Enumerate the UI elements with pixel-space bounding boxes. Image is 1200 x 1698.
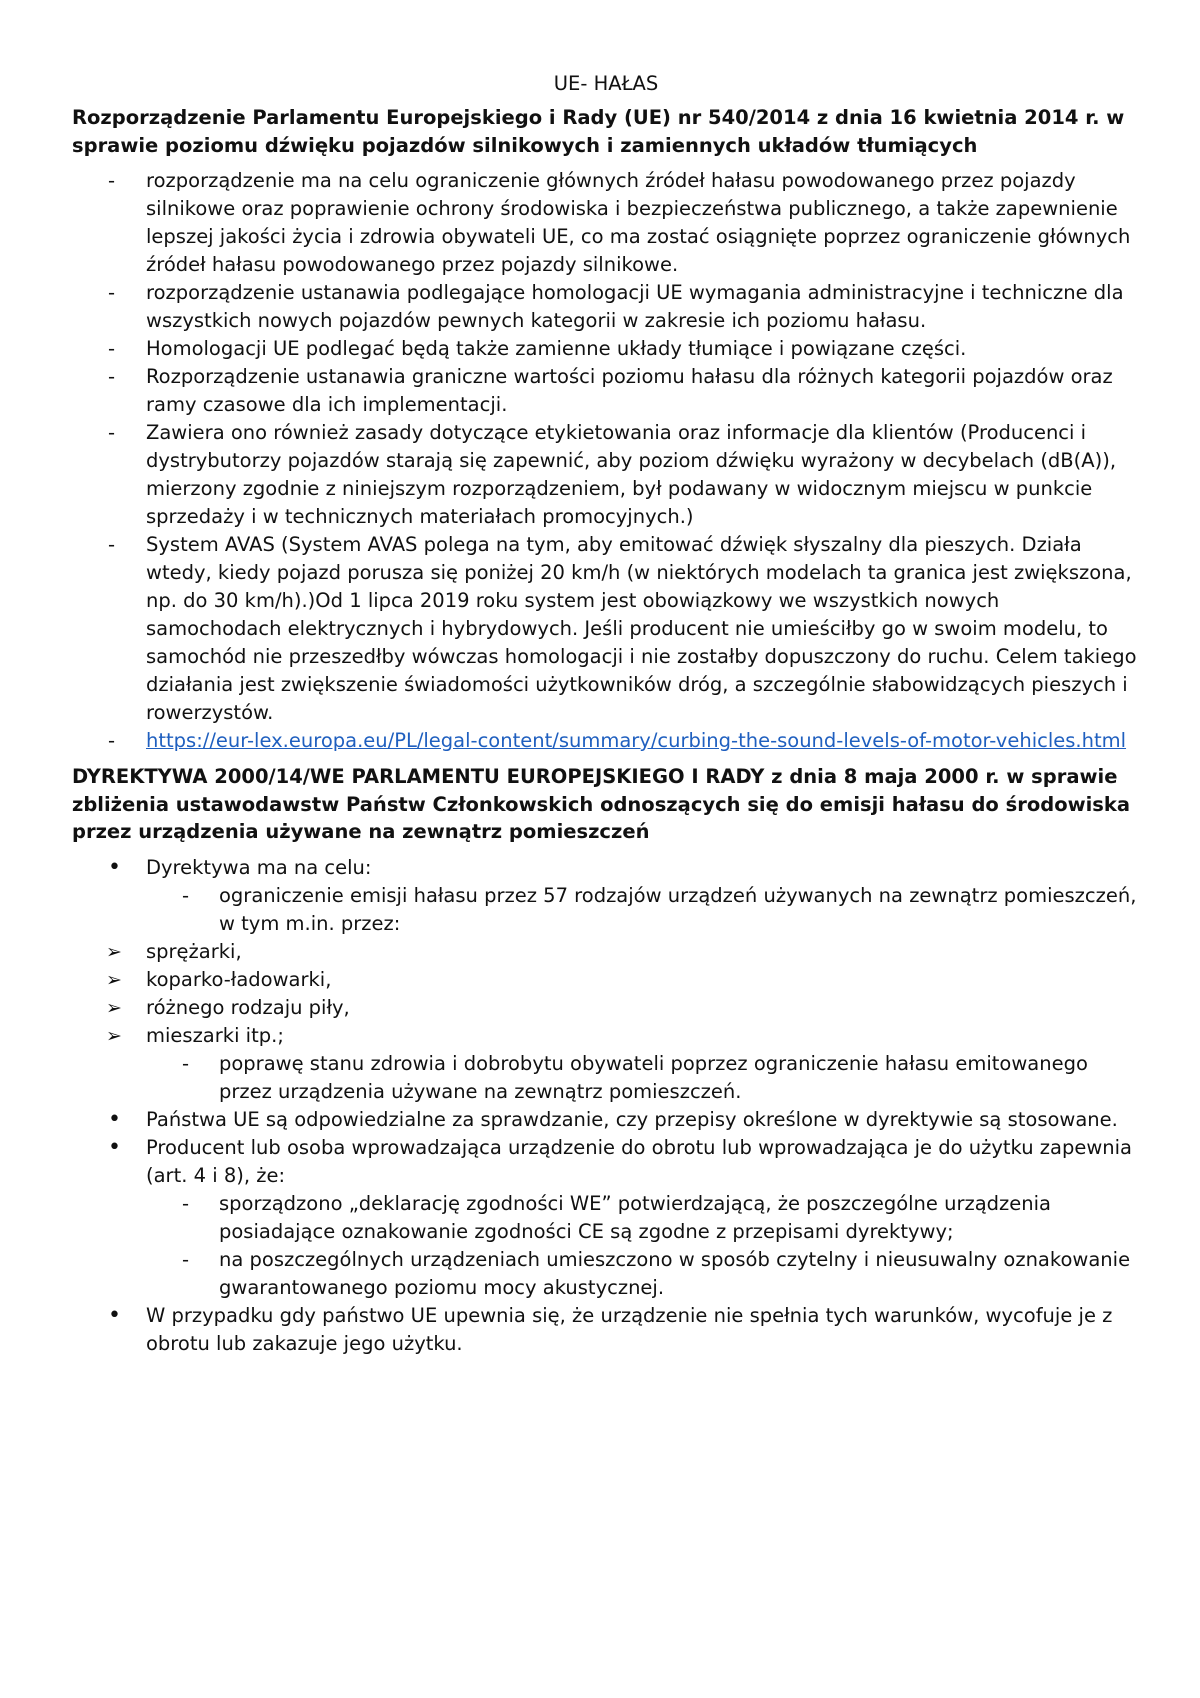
list-item: - Rozporządzenie ustanawia graniczne wartości poziomu hałasu dla różnych kategorii pojazdów oraz ramy czasowe dla ich implementacji. xyxy=(72,363,1140,419)
section2-list xyxy=(72,854,1140,882)
page-title: UE- HAŁAS xyxy=(553,72,659,95)
eur-lex-link[interactable]: https://eur-lex.europa.eu/PL/legal-content/summary/curbing-the-sound-levels-of-motor-vehicles.html xyxy=(146,729,1127,752)
device-item: ➢ mieszarki itp.; xyxy=(72,1022,1140,1050)
list-item: - ograniczenie emisji hałasu przez 57 rodzajów urządzeń używanych na zewnątrz pomieszczeń, w tym m.in. przez: xyxy=(72,882,1140,938)
section1-list xyxy=(72,167,1140,755)
aim-sublist-1 xyxy=(72,882,1140,938)
section2-heading: DYREKTYWA 2000/14/WE PARLAMENTU EUROPEJSKIEGO I RADY z dnia 8 maja 2000 r. w sprawie zbliżenia ustawodawstw Państw Członkowskich odnoszących się do emisji hałasu do środowiska przez urządzenia używane na zewnątrz pomieszczeń xyxy=(72,765,1131,843)
list-item: - poprawę stanu zdrowia i dobrobytu obywateli poprzez ograniczenie hałasu emitowanego przez urządzenia używane na zewnątrz pomieszczeń. xyxy=(72,1050,1140,1106)
list-item: - na poszczególnych urządzeniach umieszczono w sposób czytelny i nieusuwalny oznakowanie gwarantowanego poziomu mocy akustycznej. xyxy=(72,1246,1140,1302)
device-item: ➢ różnego rodzaju piły, xyxy=(72,994,1140,1022)
list-item: • Producent lub osoba wprowadzająca urządzenie do obrotu lub wprowadzająca je do użytku zapewnia (art. 4 i 8), że: xyxy=(72,1134,1140,1190)
section2-points xyxy=(72,1106,1140,1190)
device-item: ➢ koparko-ładowarki, xyxy=(72,966,1140,994)
list-item: - Homologacji UE podlegać będą także zamienne układy tłumiące i powiązane części. xyxy=(72,335,1140,363)
point3-sublist xyxy=(72,1190,1140,1302)
list-item: - rozporządzenie ma na celu ograniczenie głównych źródeł hałasu powodowanego przez pojazdy silnikowe oraz poprawienie ochrony środowiska i bezpieczeństwa publicznego, a także zapewnienie lepszej jakości życia i zdrowia obywateli UE, co ma zostać osiągnięte poprzez ograniczenie głównych źródeł hałasu powodowanego przez pojazdy silnikowe. xyxy=(72,167,1140,279)
device-item: ➢ sprężarki, xyxy=(72,938,1140,966)
list-item: - Zawiera ono również zasady dotyczące etykietowania oraz informacje dla klientów (Producenci i dystrybutorzy pojazdów starają się zapewnić, aby poziom dźwięku wyrażony w decybelach (dB(A)), mierzony zgodnie z niniejszym rozporządzeniem, był podawany w widocznym miejscu w punkcie sprzedaży i w technicznych materiałach promocyjnych.) xyxy=(72,419,1140,531)
list-item: • W przypadku gdy państwo UE upewnia się, że urządzenie nie spełnia tych warunków, wycofuje je z obrotu lub zakazuje jego użytku. xyxy=(72,1302,1140,1358)
section2-final xyxy=(72,1302,1140,1358)
list-item: • Państwa UE są odpowiedzialne za sprawdzanie, czy przepisy określone w dyrektywie są stosowane. xyxy=(72,1106,1140,1134)
list-item xyxy=(72,854,1140,882)
aim-label: Dyrektywa ma na celu: xyxy=(146,855,372,879)
section1-heading: Rozporządzenie Parlamentu Europejskiego i Rady (UE) nr 540/2014 z dnia 16 kwietnia 2014 r. w sprawie poziomu dźwięku pojazdów silnikowych i zamiennych układów tłumiących xyxy=(72,106,1125,157)
list-item-link xyxy=(72,727,1140,755)
list-item: - sporządzono „deklarację zgodności WE” potwierdzającą, że poszczególne urządzenia posiadające oznakowanie zgodności CE są zgodne z przepisami dyrektywy; xyxy=(72,1190,1140,1246)
list-item: - System AVAS (System AVAS polega na tym, aby emitować dźwięk słyszalny dla pieszych. Działa wtedy, kiedy pojazd porusza się poniżej 20 km/h (w niektórych modelach ta granica jest zwiększona, np. do 30 km/h).)Od 1 lipca 2019 roku system jest obowiązkowy we wszystkich nowych samochodach elektrycznych i hybrydowych. Jeśli producent nie umieściłby go w swoim modelu, to samochód nie przeszedłby wówczas homologacji i nie zostałby dopuszczony do ruchu. Celem takiego działania jest zwiększenie świadomości użytkowników dróg, a szczególnie słabowidzących pieszych i rowerzystów. xyxy=(72,531,1140,727)
aim-sublist-2 xyxy=(72,1050,1140,1106)
list-item: - rozporządzenie ustanawia podlegające homologacji UE wymagania administracyjne i techniczne dla wszystkich nowych pojazdów pewnych kategorii w zakresie ich poziomu hałasu. xyxy=(72,279,1140,335)
devices-list xyxy=(72,938,1140,1050)
